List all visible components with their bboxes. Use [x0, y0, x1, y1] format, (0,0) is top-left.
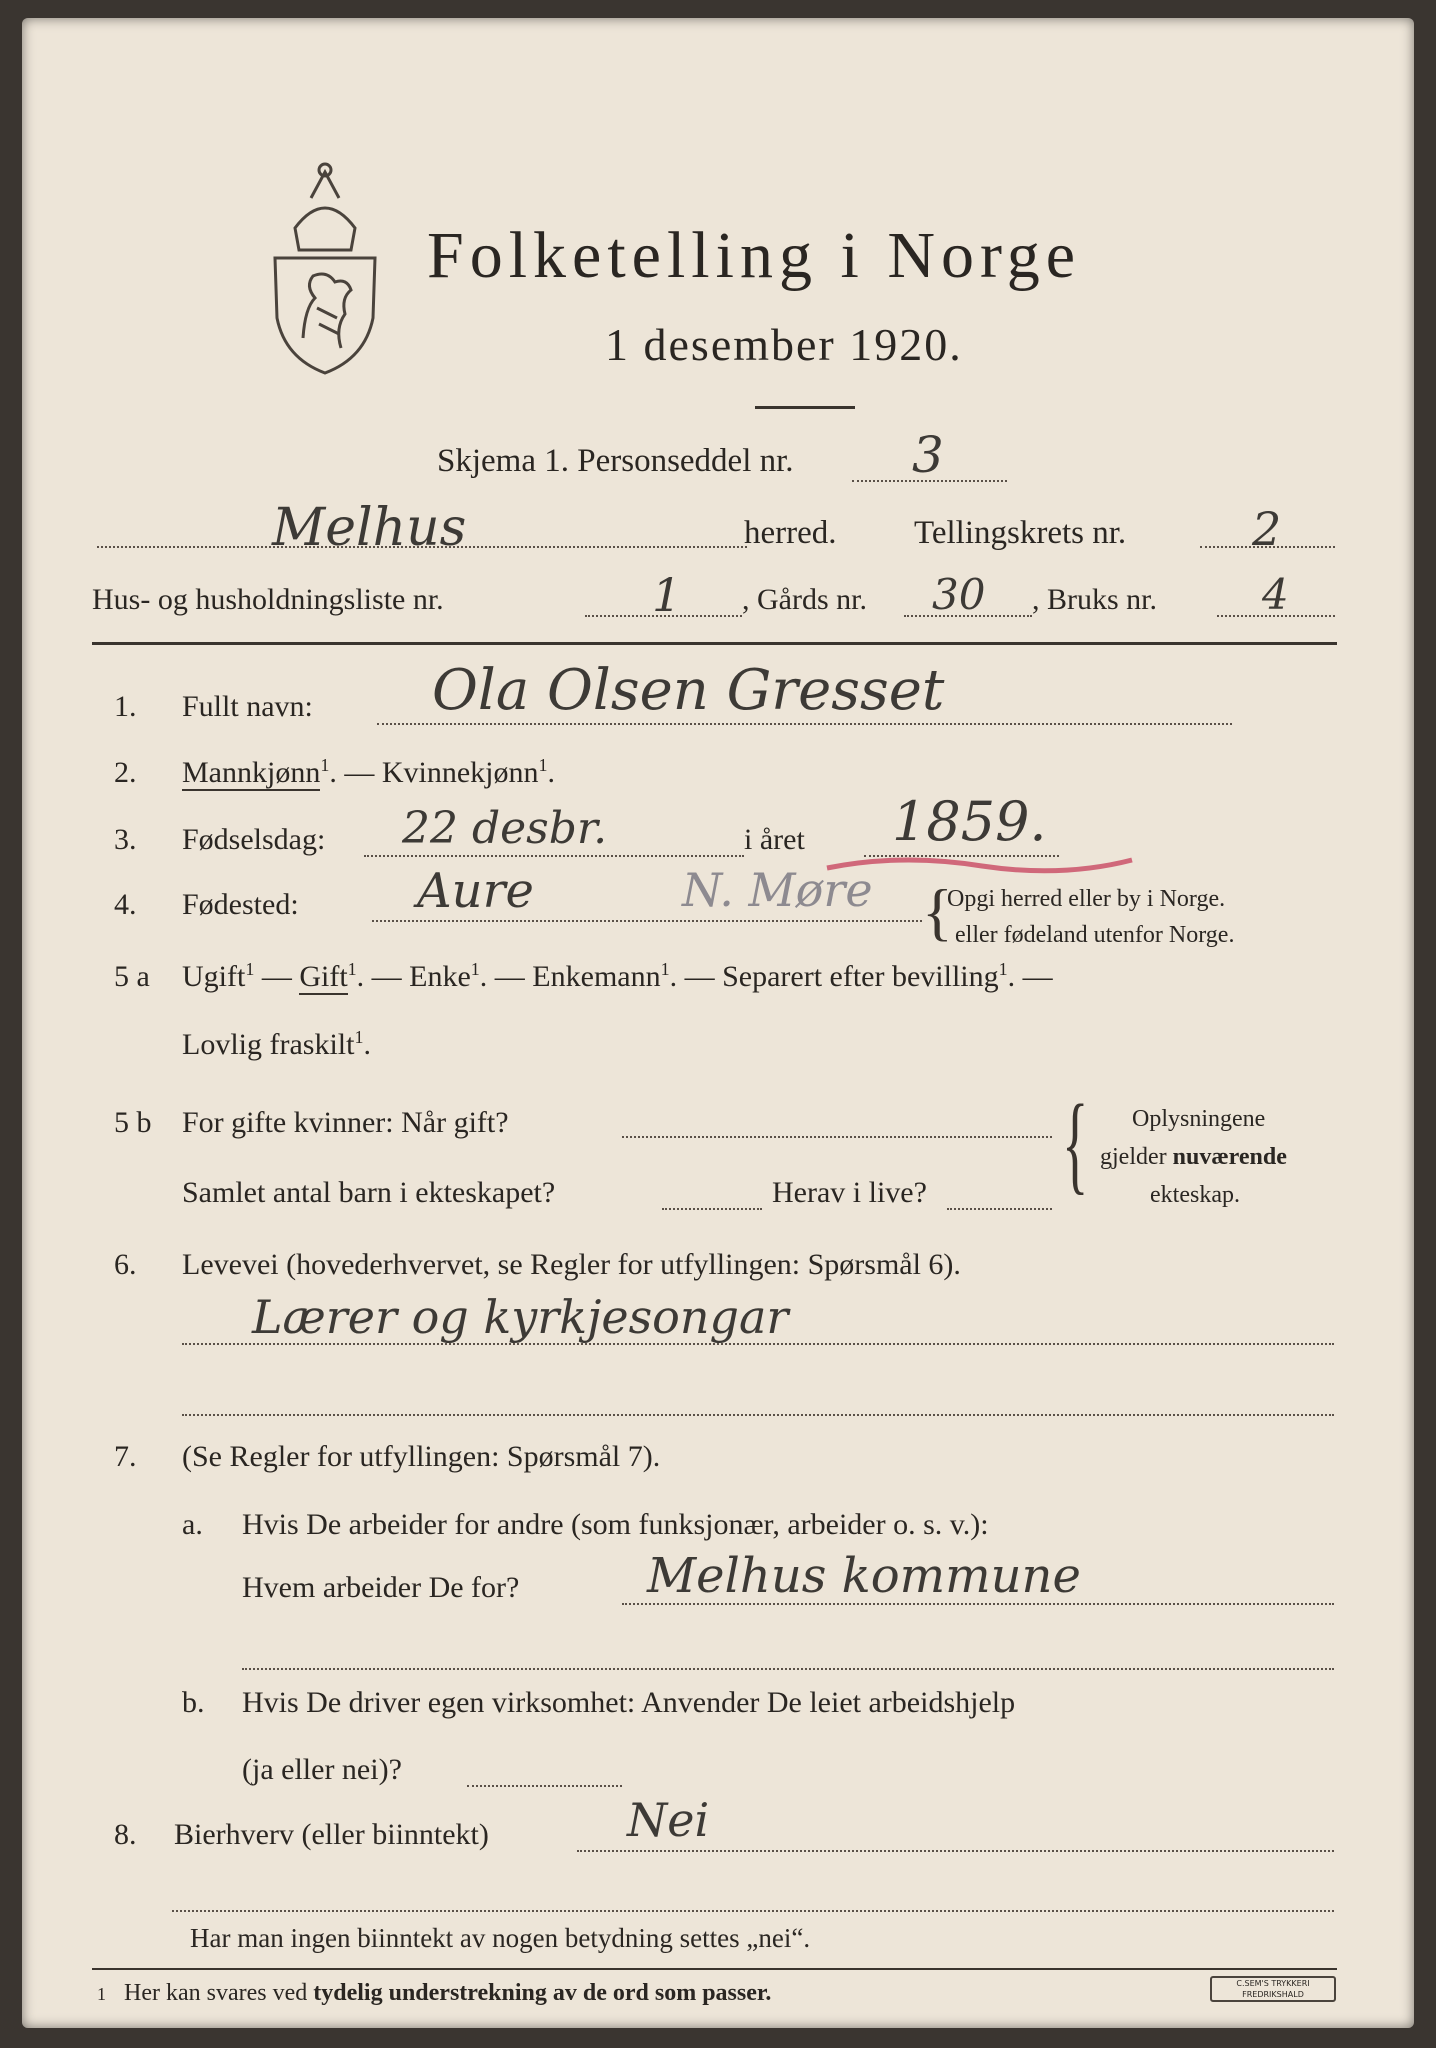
footer-divider	[92, 1968, 1337, 1970]
herred-label: herred.	[744, 515, 837, 551]
occupation-value[interactable]: Lærer og kyrkjesongar	[252, 1290, 789, 1344]
bruks-label: , Bruks nr.	[1032, 583, 1158, 616]
q7b-letter: b.	[182, 1686, 205, 1719]
q5b-brace: {	[1062, 1082, 1089, 1204]
form-title: Folketelling i Norge	[427, 219, 1082, 292]
birthplace-note: N. Møre	[682, 863, 873, 917]
birth-day-value[interactable]: 22 desbr.	[402, 803, 608, 854]
header-divider	[92, 642, 1337, 645]
q7b-label: (ja eller nei)?	[242, 1753, 402, 1786]
marital-gift-option[interactable]: Gift	[299, 960, 348, 993]
tellingskrets-label: Tellingskrets nr.	[914, 515, 1127, 551]
q3-label: Fødselsdag:	[182, 823, 326, 856]
gender-male-option[interactable]: Mannkjønn	[182, 756, 321, 789]
q8-label: Bierhverv (eller biinntekt)	[174, 1818, 489, 1851]
tellingskrets-value[interactable]: 2	[1252, 502, 1282, 556]
q7a-label: Hvem arbeider De for?	[242, 1571, 520, 1604]
husliste-value[interactable]: 1	[652, 568, 682, 622]
q5a-number: 5 a	[114, 960, 150, 993]
herred-value[interactable]: Melhus	[272, 498, 467, 558]
q8-number: 8.	[114, 1818, 137, 1851]
q5a-fraskilt: Lovlig fraskilt$^1$.	[182, 1027, 371, 1061]
printer-stamp: C.SEM'S TRYKKERI FREDRIKSHALD	[1210, 1976, 1336, 2002]
husliste-label: Hus- og husholdningsliste nr.	[92, 583, 444, 616]
q5b-label2: Samlet antal barn i ekteskapet?	[182, 1176, 556, 1209]
q1-number: 1.	[114, 690, 137, 723]
q4-label: Fødested:	[182, 888, 299, 921]
q6-label: Levevei (hovederhvervet, se Regler for utfyllingen: Spørsmål 6).	[182, 1248, 961, 1281]
q5b-number: 5 b	[114, 1106, 152, 1139]
q2-options: Mannkjønn$^1$. — Kvinnekjønn$^1$.	[182, 755, 555, 789]
q5b-label1: For gifte kvinner: Når gift?	[182, 1106, 509, 1139]
side-income-value[interactable]: Nei	[627, 1793, 710, 1847]
q5b-note1: Oplysningene	[1132, 1106, 1266, 1132]
q7a-question: Hvis De arbeider for andre (som funksjonær, arbeider o. s. v.):	[242, 1508, 989, 1541]
census-form-page	[22, 18, 1414, 2028]
form-date: 1 desember 1920.	[605, 319, 963, 370]
personseddel-number[interactable]: 3	[912, 426, 944, 484]
q5a-options: Ugift$^1$ — Gift$^1$. — Enke$^1$. — Enkemann$^1$. — Separert efter bevilling$^1$. —	[182, 959, 1053, 993]
gards-label: , Gårds nr.	[742, 583, 867, 616]
employer-value[interactable]: Melhus kommune	[647, 1548, 1081, 1604]
q4-number: 4.	[114, 888, 137, 921]
bruks-value[interactable]: 4	[1262, 570, 1289, 619]
q3-number: 3.	[114, 823, 137, 856]
schema-label: Skjema 1. Personseddel nr.	[437, 443, 794, 479]
note-ingen-biinntekt: Har man ingen biinntekt av nogen betydning settes „nei“.	[190, 1923, 811, 1953]
birth-year-value[interactable]: 1859.	[892, 790, 1047, 853]
q5b-note3: ekteskap.	[1150, 1182, 1240, 1208]
q7-number: 7.	[114, 1440, 137, 1473]
title-divider	[755, 406, 855, 409]
q4-brace: {	[922, 876, 953, 947]
q2-number: 2.	[114, 756, 137, 789]
coat-of-arms-icon	[255, 158, 395, 380]
full-name-value[interactable]: Ola Olsen Gresset	[432, 658, 945, 723]
q6-number: 6.	[114, 1248, 137, 1281]
q5b-label3: Herav i live?	[772, 1176, 927, 1209]
gender-female-option[interactable]: Kvinnekjønn	[381, 756, 539, 789]
birthplace-value[interactable]: Aure	[417, 863, 534, 919]
q3-year-label: i året	[744, 823, 805, 856]
q5b-note2: gjelder nuværende	[1100, 1144, 1287, 1170]
footnote: 1 Her kan svares ved tydelig understrekning av de ord som passer.	[97, 1980, 772, 2006]
q1-label: Fullt navn:	[182, 690, 313, 723]
q7-label: (Se Regler for utfyllingen: Spørsmål 7).	[182, 1440, 661, 1473]
q4-hint-line1: Opgi herred eller by i Norge.	[947, 886, 1226, 912]
gards-value[interactable]: 30	[932, 570, 986, 619]
q7a-letter: a.	[182, 1508, 203, 1541]
q7b-question: Hvis De driver egen virksomhet: Anvender De leiet arbeidshjelp	[242, 1686, 1016, 1719]
q4-hint-line2: eller fødeland utenfor Norge.	[955, 922, 1235, 948]
